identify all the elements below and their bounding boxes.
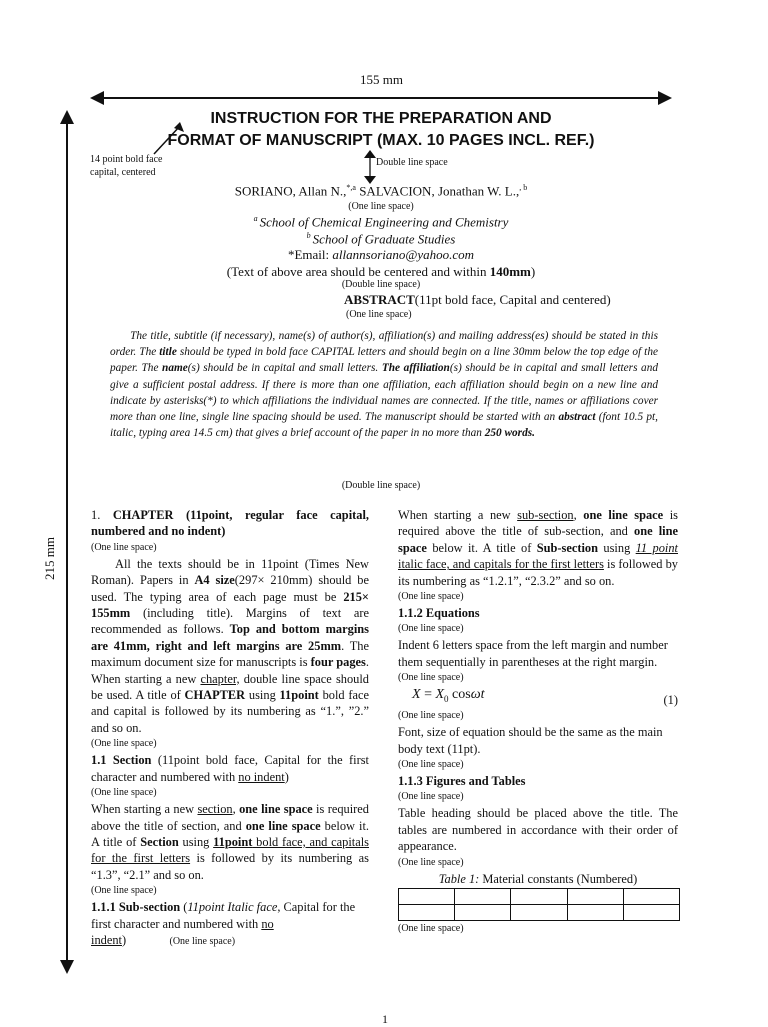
- text-bold: one line space: [245, 818, 321, 833]
- text-span: When starting a new: [398, 508, 518, 522]
- equations-heading: 1.1.2 Equations: [398, 606, 480, 621]
- one-line-space-note: (One line space): [398, 791, 464, 803]
- centered-note-bold: 140mm: [489, 264, 531, 279]
- text-span: using: [245, 688, 280, 703]
- section-paragraph: [91, 801, 369, 883]
- centered-note-pre: (Text of above area should be centered and within: [226, 264, 490, 279]
- text-span: ,: [232, 802, 240, 817]
- text-bold: Sub-section: [536, 540, 599, 555]
- width-dimension-arrow: [92, 97, 670, 99]
- material-constants-table: [398, 888, 680, 921]
- abstract-text-5: (s) should be in capital and small letters.: [187, 362, 382, 375]
- abstract-heading-line: [344, 292, 611, 308]
- text-bold: A4 size: [194, 573, 235, 588]
- table-caption-text: Material constants (Numbered): [479, 871, 638, 886]
- abstract-heading: ABSTRACT: [344, 292, 415, 307]
- text-span: (11point bold face, Capital for the first character and numbered with: [91, 753, 369, 784]
- affiliation-b: [100, 231, 662, 247]
- figures-tables-heading: 1.1.3 Figures and Tables: [398, 774, 526, 789]
- double-line-space-note: (Double line space): [341, 279, 421, 290]
- author-1-sup: *,a: [346, 183, 356, 192]
- table-row: [399, 889, 680, 905]
- abstract-text-9: (font 10.5 pt, italic, typing area 14.5 cm) that gives a brief account of the paper in no more than: [110, 411, 658, 440]
- text-span: below it. A title of: [426, 540, 537, 555]
- chapter-heading: [91, 507, 369, 540]
- subsection-paragraph: [398, 507, 678, 589]
- text-span: When starting a new: [91, 802, 198, 817]
- table-row: [399, 905, 680, 921]
- text-span: ,: [573, 508, 584, 522]
- email-line: [100, 247, 662, 263]
- chapter-number: 1.: [91, 508, 113, 522]
- width-dimension-label: 155 mm: [360, 72, 403, 87]
- table-caption-number: Table 1:: [438, 871, 480, 886]
- chapter-paragraph: [91, 556, 369, 736]
- one-line-space-note: (One line space): [398, 856, 464, 868]
- text-bold: one line space: [398, 524, 679, 555]
- abstract-body: [110, 328, 658, 441]
- title-format-note-line-1: 14 point bold face: [90, 154, 163, 165]
- table-cell: [455, 889, 511, 905]
- table-cell: [511, 889, 567, 905]
- text-span: ): [284, 769, 289, 784]
- affiliation-a: [100, 214, 662, 230]
- one-line-space-note: (One line space): [169, 935, 236, 947]
- equations-paragraph: Indent 6 letters space from the left margin and number them sequentially in parentheses at the right margin.: [398, 638, 668, 669]
- text-span: All the texts should be in 11point (Times New Roman). Papers in: [91, 556, 369, 588]
- text-underline: no indent: [91, 916, 274, 947]
- text-italic-underline: 11 point: [635, 540, 678, 555]
- page-title-line-1: INSTRUCTION FOR THE PREPARATION AND: [210, 110, 552, 127]
- author-2: SALVACION, Jonathan W. L.,: [355, 183, 520, 199]
- affiliation-b-sup: b: [306, 231, 313, 240]
- text-underline: bold face, and capitals for the first letters: [91, 834, 369, 866]
- page-number: 1: [382, 1012, 388, 1026]
- text-underline: sub-section: [517, 508, 574, 522]
- text-span: using: [598, 540, 636, 555]
- centered-note-post: ): [530, 264, 536, 279]
- text-span: bold face and capital is followed by its numbering as “1.”, ”2.” and so on.: [91, 688, 370, 735]
- one-line-space-note: (One line space): [91, 738, 157, 750]
- abstract-text-title: title: [159, 346, 177, 359]
- text-span: (including title). Margins of text are recommended as follows.: [91, 606, 369, 637]
- text-bold-underline: 11point: [213, 834, 253, 849]
- one-line-space-note: (One line space): [91, 787, 157, 799]
- text-bold: Top and bottom margins are 41mm, right and left margins are 25mm: [91, 622, 369, 653]
- one-line-space-note: (One line space): [398, 672, 464, 684]
- text-span: . The maximum document size for manuscripts is: [91, 638, 369, 670]
- table-cell: [567, 889, 623, 905]
- table-cell: [399, 889, 455, 905]
- text-span: below it. A title of: [91, 818, 369, 849]
- text-bold: four pages: [310, 655, 366, 670]
- one-line-space-note: (One line space): [91, 541, 157, 553]
- affiliation-a-sup: a: [253, 214, 260, 223]
- subsection-1-1-1-heading: [91, 899, 369, 950]
- centered-area-note: [100, 264, 662, 280]
- one-line-space-note: (One line space): [398, 591, 464, 603]
- height-dimension-arrow: [66, 112, 68, 972]
- abstract-text-abstract: abstract: [558, 411, 596, 424]
- text-underline: chapter,: [200, 671, 240, 686]
- height-dimension-label: 215 mm: [42, 537, 57, 580]
- eq-cos: cos: [448, 687, 471, 703]
- text-bold: 1.1.1 Sub-section: [91, 900, 181, 915]
- text-span: . When starting a new: [91, 655, 369, 686]
- left-column: [91, 507, 369, 950]
- table-cell: [567, 905, 623, 921]
- text-underline: section: [197, 802, 233, 817]
- text-bold: Section: [140, 834, 179, 849]
- one-line-space-note: (One line space): [398, 923, 464, 935]
- section-1-1-heading: [91, 752, 369, 785]
- one-line-space-note: (One line space): [91, 885, 157, 897]
- title-format-note-line-2: capital, centered: [90, 167, 156, 178]
- one-line-space-note: (One line space): [398, 710, 464, 722]
- text-bold: 215× 155mm: [91, 589, 369, 621]
- table-cell: [455, 905, 511, 921]
- text-underline: no indent: [238, 769, 285, 784]
- abstract-text-name: name: [162, 362, 188, 375]
- text-span: ): [121, 932, 127, 947]
- text-bold: one line space: [239, 802, 313, 817]
- chapter-title: CHAPTER (11point, regular face capital, numbered and no indent): [91, 508, 369, 539]
- abstract-heading-note: (11pt bold face, Capital and centered): [414, 292, 611, 307]
- text-bold: 11point: [279, 688, 319, 703]
- text-span: , Capital for the first character and numbered with: [91, 900, 356, 931]
- equation-number: (1): [663, 693, 678, 708]
- abstract-one-line-space: (One line space): [346, 309, 412, 320]
- author-2-sup: , b: [519, 183, 528, 192]
- email-address: allannsoriano@yahoo.com: [332, 247, 474, 262]
- text-underline: italic face, and capitals for the first letters: [398, 557, 604, 572]
- equation-1: [398, 686, 678, 708]
- text-span: (: [180, 900, 188, 915]
- affiliation-a-text: School of Chemical Engineering and Chemistry: [259, 214, 509, 230]
- double-space-note: Double line space: [376, 157, 448, 168]
- text-span: is required above the title of section, and: [91, 802, 369, 833]
- abstract-text-1: The title, subtitle (if necessary), name(s) of author(s), affiliation(s) and mailing address(es) should be stated in this order. The: [110, 330, 658, 359]
- right-column: [398, 507, 678, 937]
- author-1: SORIANO, Allan N.,: [234, 183, 347, 199]
- abstract-text-3: should be typed in bold face CAPITAL letters and should begin on a line 30mm below the top edge of the paper. The: [110, 346, 658, 375]
- page-title-line-2: FORMAT OF MANUSCRIPT (MAX. 10 PAGES INCL. REF.): [167, 132, 595, 149]
- table-caption: [398, 871, 678, 887]
- eq-omega-t: ωt: [470, 687, 485, 703]
- text-italic: 11point Italic face: [187, 900, 278, 915]
- text-span: is followed by its numbering as “1.2.1”, “2.3.2” and so on.: [398, 557, 678, 588]
- text-span: double line space should be used. A title of: [91, 671, 369, 703]
- text-bold: one line space: [583, 508, 664, 522]
- abstract-text-250-words: 250 words.: [484, 427, 535, 440]
- note-pointer-arrow: [150, 118, 190, 158]
- eq-subscript: 0: [444, 694, 449, 705]
- equation-expression: [412, 687, 484, 707]
- author-line: [100, 183, 662, 199]
- text-bold: CHAPTER: [184, 688, 246, 703]
- table-cell: [511, 905, 567, 921]
- one-line-space-note: (One line space): [348, 201, 414, 212]
- equation-font-paragraph: Font, size of equation should be the same as the main body text (11pt).: [398, 725, 663, 756]
- text-span: (297× 210mm) should be used. The typing area of each page must be: [91, 573, 369, 604]
- abstract-text-7: (s) should be in capital and small letters and give a sufficient postal address. If there is more than one affiliation, each affiliation should begin on a new line and indicate by asterisks(*) to which affiliations the individual names are connected. If the title, names or affiliations cover more than one line, single line spacing should be used. The manuscript should be started with an: [110, 362, 658, 424]
- affiliation-b-text: School of Graduate Studies: [312, 231, 456, 247]
- abstract-text-affiliation: The affiliation: [381, 362, 450, 375]
- one-line-space-note: (One line space): [398, 623, 464, 635]
- table-cell: [399, 905, 455, 921]
- table-cell: [623, 889, 679, 905]
- abstract-double-line-space: (Double line space): [341, 480, 421, 491]
- text-span: is followed by its numbering as “1.3”, “2.1” and so on.: [91, 851, 369, 882]
- text-bold: 1.1 Section: [91, 753, 152, 768]
- text-span: is required above the title of sub-section, and: [398, 508, 678, 539]
- eq-x0: X: [435, 687, 445, 703]
- table-cell: [623, 905, 679, 921]
- text-span: using: [178, 834, 214, 849]
- tables-paragraph: Table heading should be placed above the title. The tables are numbered in accordance with their order of appearance.: [398, 806, 678, 854]
- eq-equals: =: [420, 687, 436, 703]
- email-prefix: *Email:: [287, 247, 333, 262]
- eq-lhs: X: [412, 687, 421, 703]
- one-line-space-note: (One line space): [398, 759, 464, 771]
